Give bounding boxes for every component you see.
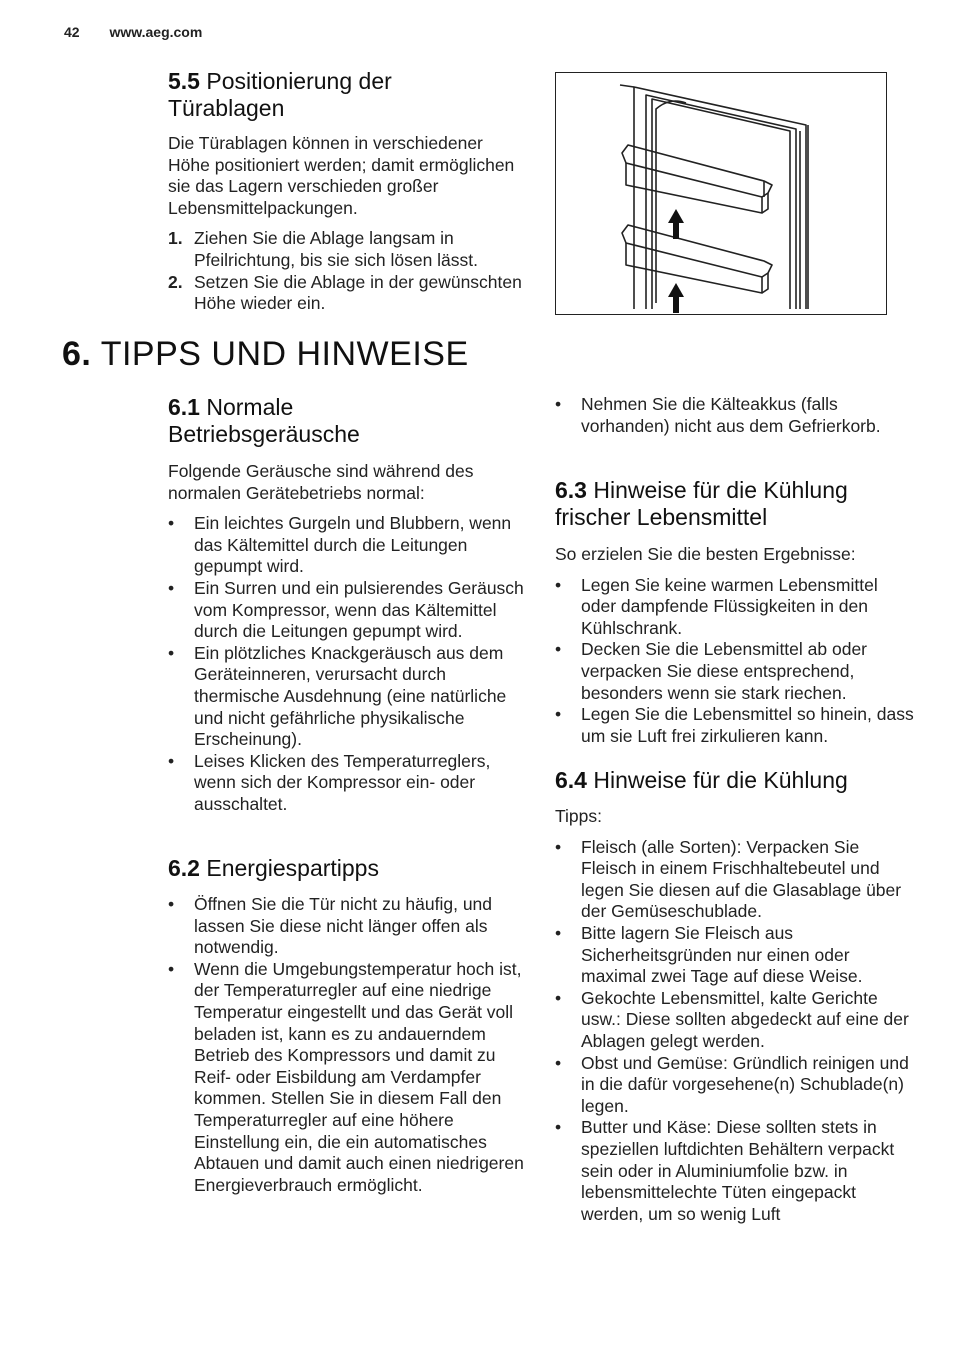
up-arrow-icon [668,209,684,239]
list-item: • Bitte lagern Sie Fleisch aus Sicherheitsgründen nur einen oder maximal zwei Tage auf diese Weise. [555,923,915,988]
list-item: • Legen Sie keine warmen Lebensmittel oder dampfende Flüssigkeiten in den Kühlschrank. [555,575,915,640]
list-item: • Wenn die Umgebungstemperatur hoch ist, der Temperaturregler auf eine niedrige Temperatur eingestellt und das Gerät voll beladen ist, kann es zu andauerndem Betrieb des Kompressors und damit zu Reif- oder Eisbildung am Verdampfer kommen. Stellen Sie in diesem Fall den Temperaturregler auf eine höhere Einstellung ein, die ein automatisches Abtauen und damit auch einen niedrigeren Energieverbrauch ermöglicht. [168,959,528,1197]
section-6-2-list-continued [555,394,915,437]
section-6-4-list [555,837,915,1226]
page-header [64,24,202,40]
up-arrow-icon [668,283,684,313]
section-6-3-intro: So erzielen Sie die besten Ergebnisse: [555,544,856,564]
list-item: • Gekochte Lebensmittel, kalte Gerichte usw.: Diese sollten abgedeckt auf eine der Ablagen gelegt werden. [555,988,915,1053]
section-6-1-list [168,513,528,815]
section-6-2 [168,855,528,1196]
list-item: • Obst und Gemüse: Gründlich reinigen und in die dafür vorgesehene(n) Schublade(n) legen. [555,1053,915,1118]
step-item: 1. Ziehen Sie die Ablage langsam in Pfeilrichtung, bis sie sich lösen lässt. [168,228,479,270]
list-item: • Butter und Käse: Diese sollten stets in speziellen luftdichten Behältern verpackt sein oder in Aluminiumfolie bzw. in lebensmittelechte Tüten eingepackt werden, um so wenig Luft [555,1117,915,1225]
section-5-5-title: 5.5 Positionierung der Türablagen [168,68,392,121]
list-item: • Ein leichtes Gurgeln und Blubbern, wenn das Kältemittel durch die Leitungen gepumpt wird. [168,513,528,578]
chapter-title: 6. TIPPS UND HINWEISE [62,335,469,373]
page-number: 42 [64,24,80,40]
section-6-4-title: 6.4 Hinweise für die Kühlung [555,767,848,793]
step-item: 2. Setzen Sie die Ablage in der gewünschten Höhe wieder ein. [168,271,522,314]
section-6-2-continued [555,394,915,437]
section-6-2-list [168,894,528,1196]
section-5-5-steps [168,228,528,314]
header-url[interactable]: www.aeg.com [109,24,203,40]
list-item: • Ein Surren und ein pulsierendes Geräusch vom Kompressor, wenn das Kältemittel durch die Leitungen gepumpt wird. [168,578,528,643]
door-shelf-drawing [556,73,886,314]
list-item: • Leises Klicken des Temperaturreglers, wenn sich der Kompressor ein- oder ausschaltet. [168,751,528,816]
section-6-1-intro: Folgende Geräusche sind während des normalen Gerätebetriebs normal: [168,461,474,503]
list-item: • Ein plötzliches Knackgeräusch aus dem Geräteinneren, verursacht durch thermische Ausdehnung (eine natürliche und nicht gefährliche physikalische Erscheinung). [168,643,528,751]
list-item: • Nehmen Sie die Kälteakkus (falls vorhanden) nicht aus dem Gefrierkorb. [555,394,915,437]
section-5-5-intro: Die Türablagen können in verschiedener Höhe positioniert werden; damit ermöglichen sie das Lagern verschieden großer Lebensmittelpackungen. [168,133,515,218]
door-shelf-illustration [555,72,887,315]
section-6-2-title: 6.2 Energiespartipps [168,855,379,881]
section-6-4 [555,767,915,1225]
section-6-3 [555,477,915,747]
section-6-4-intro: Tipps: [555,806,603,826]
section-6-1 [168,394,528,816]
list-item: • Legen Sie die Lebensmittel so hinein, dass um sie Luft frei zirkulieren kann. [555,704,915,747]
section-6-1-title: 6.1 Normale Betriebsgeräusche [168,394,360,447]
section-5-5 [168,68,528,315]
list-item: • Öffnen Sie die Tür nicht zu häufig, und lassen Sie diese nicht länger offen als notwendig. [168,894,528,959]
section-6-3-title: 6.3 Hinweise für die Kühlung frischer Lebensmittel [555,477,848,530]
list-item: • Decken Sie die Lebensmittel ab oder verpacken Sie diese entsprechend, besonders wenn sie stark riechen. [555,639,915,704]
section-6-3-list [555,575,915,748]
list-item: • Fleisch (alle Sorten): Verpacken Sie Fleisch in einem Frischhaltebeutel und legen Sie diesen auf die Glasablage über der Gemüseschublade. [555,837,915,923]
